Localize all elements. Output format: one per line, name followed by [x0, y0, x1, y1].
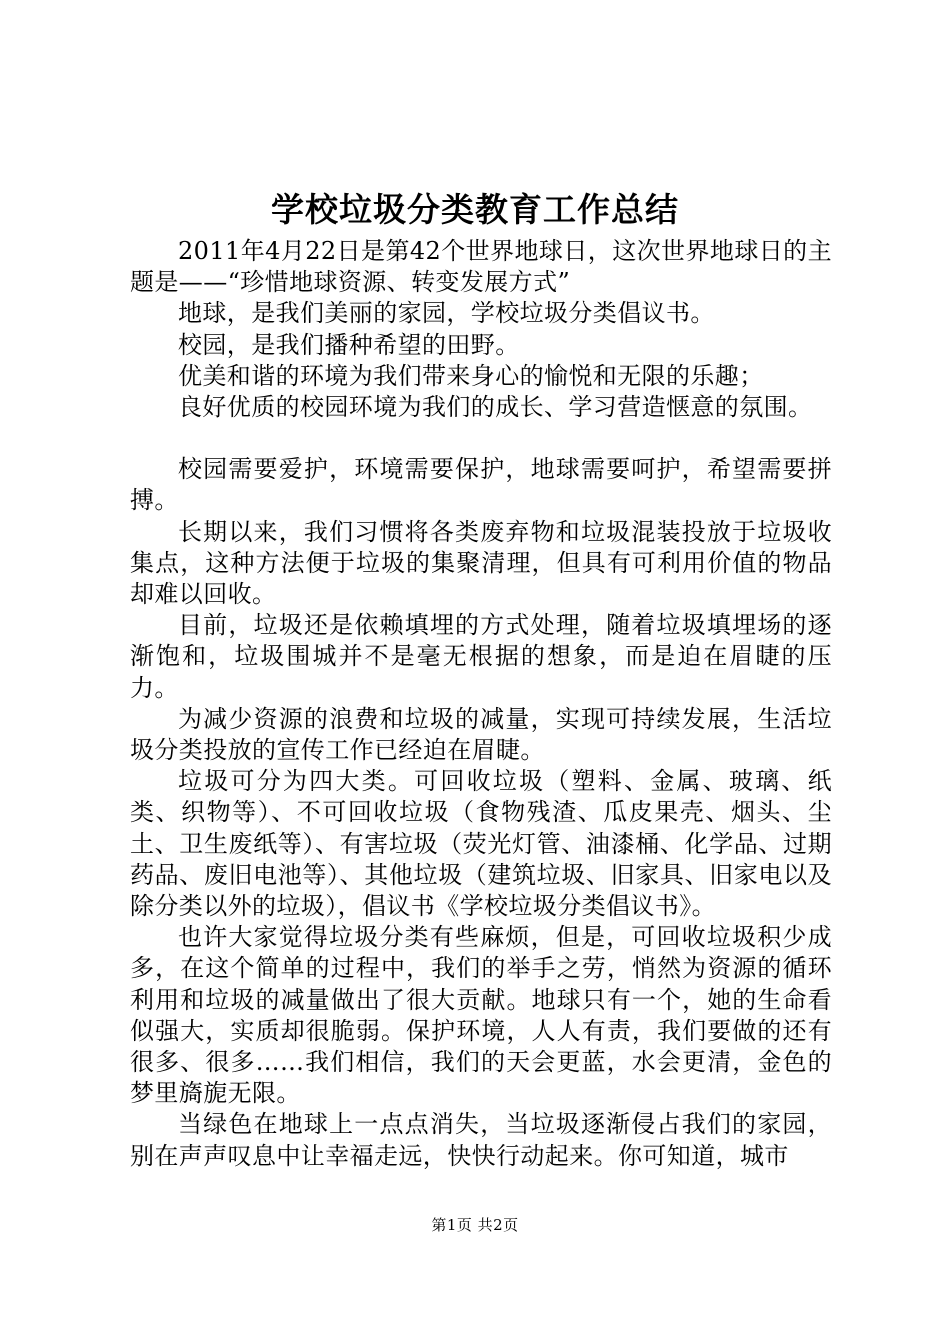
paragraph: 2011年4月22日是第42个世界地球日，这次世界地球日的主题是——“珍惜地球资源、转变发展方式” [130, 237, 832, 297]
document-title: 学校垃圾分类教育工作总结 [271, 190, 679, 229]
page-footer: 第1页 共2页 [431, 1216, 519, 1234]
paragraph-spacer [130, 423, 832, 454]
paragraph: 当绿色在地球上一点点消失，当垃圾逐渐侵占我们的家园，别在声声叹息中让幸福走远，快快行动起来。你可知道，城市 [130, 1110, 832, 1170]
paragraph: 目前，垃圾还是依赖填埋的方式处理，随着垃圾填埋场的逐渐饱和，垃圾围城并不是毫无根据的想象，而是迫在眉睫的压力。 [130, 611, 832, 702]
paragraph: 良好优质的校园环境为我们的成长、学习营造惬意的氛围。 [178, 393, 813, 422]
paragraph: 地球，是我们美丽的家园，学校垃圾分类倡议书。 [178, 299, 715, 328]
paragraph: 也许大家觉得垃圾分类有些麻烦，但是，可回收垃圾积少成多，在这个简单的过程中，我们的举手之劳，悄然为资源的循环利用和垃圾的减量做出了很大贡献。地球只有一个，她的生命看似强大，实质却很脆弱。保护环境，人人有责，我们要做的还有很多、很多……我们相信，我们的天会更蓝，水会更清，金色的梦里旖旎无限。 [130, 923, 832, 1108]
paragraph: 垃圾可分为四大类。可回收垃圾（塑料、金属、玻璃、纸类、织物等）、不可回收垃圾（食物残渣、瓜皮果壳、烟头、尘土、卫生废纸等）、有害垃圾（荧光灯管、油漆桶、化学品、过期药品、废旧电池等）、其他垃圾（建筑垃圾、旧家具、旧家电以及除分类以外的垃圾），倡议书《学校垃圾分类倡议书》。 [130, 767, 832, 921]
paragraph: 长期以来，我们习惯将各类废弃物和垃圾混装投放于垃圾收集点，这种方法便于垃圾的集聚清理，但具有可利用价值的物品却难以回收。 [130, 517, 832, 609]
document-body [130, 236, 832, 1172]
paragraph: 校园，是我们播种希望的田野。 [178, 330, 520, 359]
paragraph: 优美和谐的环境为我们带来身心的愉悦和无限的乐趣； [178, 361, 764, 390]
paragraph: 校园需要爱护，环境需要保护，地球需要呵护，希望需要拼搏。 [130, 455, 832, 515]
paragraph: 为减少资源的浪费和垃圾的减量，实现可持续发展，生活垃圾分类投放的宣传工作已经迫在眉睫。 [130, 704, 832, 765]
